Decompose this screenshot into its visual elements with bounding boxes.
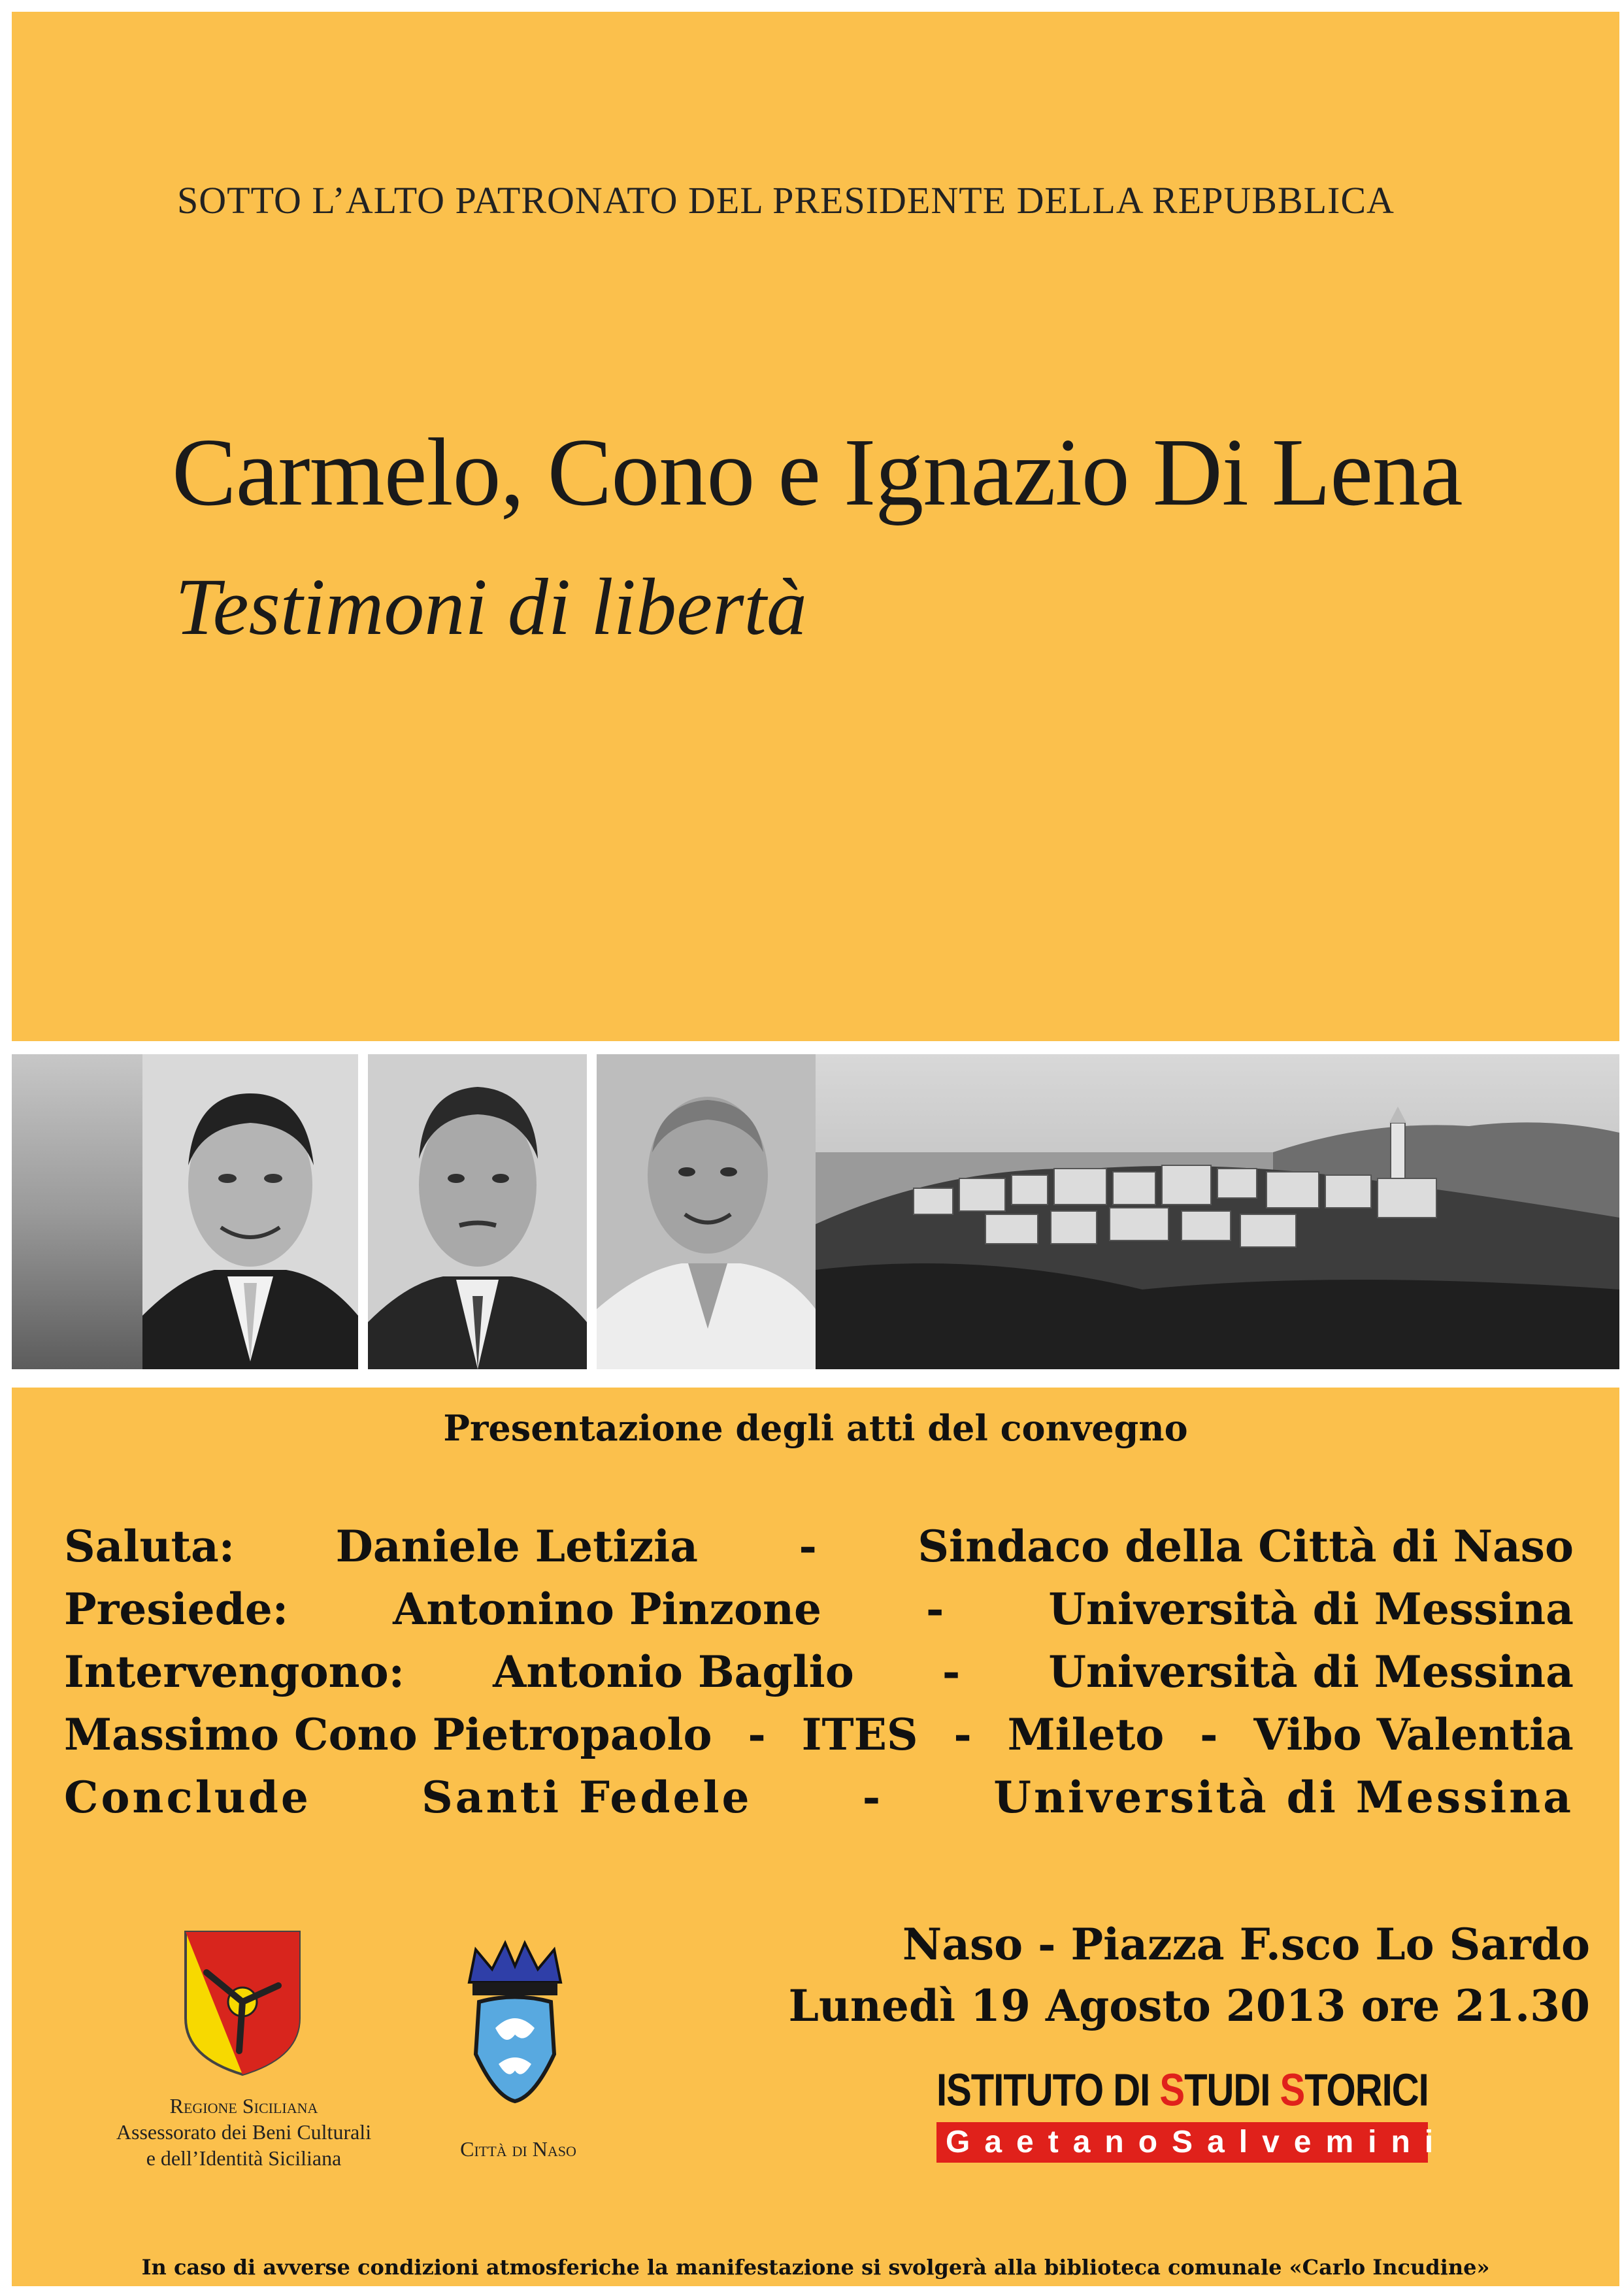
citta-di-naso-crest-icon [463,1930,567,2106]
istituto-name: ISTITUTO DI STUDI STORICI [936,2065,1429,2116]
patronage-line: SOTTO L’ALTO PATRONATO DEL PRESIDENTE DELLA REPUBBLICA [177,179,1395,222]
role: Conclude [64,1772,311,1823]
separator: - [942,1646,961,1697]
program-list [64,1515,1574,1829]
separator: - [799,1521,817,1572]
separator: - [953,1709,972,1760]
istituto-studi-storici-logo [936,2064,1448,2163]
program-line-intervengono [64,1640,1574,1703]
school: ITES [801,1709,918,1760]
separator: - [862,1772,884,1823]
program-line-conclude [64,1766,1574,1829]
town: Mileto [1007,1709,1165,1760]
separator: - [1200,1709,1218,1760]
speaker-name: Antonio Baglio [493,1646,854,1697]
separator: - [748,1709,766,1760]
affiliation: Università di Messina [1048,1584,1574,1635]
sea-photo [12,1054,142,1369]
regione-siciliana-emblem-icon [180,1927,305,2078]
portrait-cono [368,1054,587,1369]
role: Saluta: [64,1521,235,1572]
town-panorama [816,1054,1619,1369]
naso-caption: Città di Naso [460,2137,576,2161]
program-line-presiede [64,1578,1574,1640]
affiliation: Università di Messina [993,1772,1574,1823]
istituto-subtitle: GaetanoSalvemini [936,2122,1428,2163]
speaker-name: Santi Fedele [422,1772,752,1823]
regione-caption [103,2093,384,2171]
portrait-carmelo [142,1054,358,1369]
regione-line2: Assessorato dei Beni Culturali [116,2120,372,2144]
poster-title: Carmelo, Cono e Ignazio Di Lena [172,419,1463,526]
speaker-name: Daniele Letizia [335,1521,698,1572]
program-line-saluta [64,1515,1574,1578]
role: Presiede: [64,1584,289,1635]
role: Intervengono: [64,1646,405,1697]
affiliation: Vibo Valentia [1253,1709,1574,1760]
event-caption: Presentazione degli atti del convegno [443,1407,1188,1449]
poster-subtitle: Testimoni di libertà [175,562,807,652]
event-place: Naso - Piazza F.sco Lo Sardo [902,1919,1590,1970]
event-datetime: Lunedì 19 Agosto 2013 ore 21.30 [788,1980,1590,2031]
photo-band [12,1041,1619,1388]
speaker-name: Antonino Pinzone [393,1584,822,1635]
speaker-name: Massimo Cono Pietropaolo [64,1709,712,1760]
footer-note: In caso di avverse condizioni atmosferiche la manifestazione si svolgerà alla biblioteca comunale «Carlo Incudine» [141,2255,1490,2280]
program-line-pietropaolo [64,1703,1574,1766]
regione-name: Regione Siciliana [169,2094,318,2118]
separator: - [926,1584,944,1635]
portrait-ignazio [597,1054,816,1369]
regione-line3: e dell’Identità Siciliana [146,2146,342,2170]
affiliation: Università di Messina [1048,1646,1574,1697]
poster [12,12,1619,2286]
affiliation: Sindaco della Città di Naso [918,1521,1574,1572]
